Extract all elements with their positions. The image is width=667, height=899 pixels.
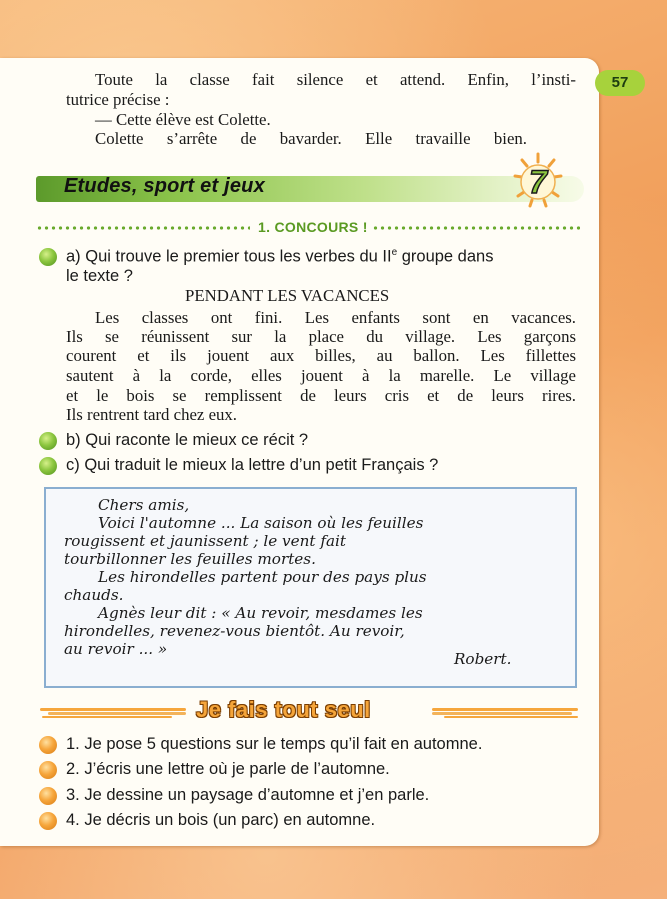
top-text-line-1: Toute la classe fait silence et attend. Enfin, l’insti- (95, 70, 576, 89)
concours-heading: 1. CONCOURS ! (258, 219, 368, 235)
dotted-rule-left (36, 226, 250, 230)
item-3-bullet-icon (39, 787, 57, 805)
lesson-number-badge (512, 152, 564, 210)
letter-line: hirondelles, revenez-vous bientôt. Au revoir, (64, 622, 405, 640)
je-fais-item: 1. Je pose 5 questions sur le temps qu’il fait en automne. (66, 735, 483, 753)
brush-stroke-left (40, 706, 186, 718)
brush-stroke-icon (40, 707, 186, 719)
letter-line: Chers amis, (98, 496, 190, 514)
task-a-bullet-icon (39, 248, 57, 266)
brush-stroke-right (432, 706, 578, 718)
task-c-bullet-icon (39, 457, 57, 475)
letter-line: Les hirondelles partent pour des pays plus (98, 568, 427, 586)
task-b-bullet-icon (39, 432, 57, 450)
task-a-text-after: groupe dans (397, 247, 494, 266)
je-fais-item: 3. Je dessine un paysage d’automne et j’en parle. (66, 786, 430, 804)
brush-stroke-icon (432, 707, 578, 719)
letter-signature: Robert. (454, 650, 512, 668)
top-text-line-3: — Cette élève est Colette. (95, 110, 271, 129)
dotted-rule-right (372, 226, 580, 230)
letter-line: Voici l'automne ... La saison où les feuilles (98, 514, 424, 532)
item-4-bullet-icon (39, 812, 57, 830)
item-1-bullet-icon (39, 736, 57, 754)
letter-line: chauds. (64, 586, 124, 604)
task-a-text: Qui trouve le premier tous les verbes du II (85, 247, 392, 266)
task-b: b) Qui raconte le mieux ce récit ? (66, 431, 309, 449)
story-line: courent et ils jouent aux billes, au ballon. Les fillettes (66, 346, 576, 365)
story-title: PENDANT LES VACANCES (185, 286, 390, 305)
story-line: Ils se réunissent sur la place du village. Les garçons (66, 327, 576, 346)
je-fais-item: 4. Je décris un bois (un parc) en automne. (66, 811, 376, 829)
task-a-line-2: le texte ? (66, 267, 133, 285)
letter-line: Agnès leur dit : « Au revoir, mesdames les (98, 604, 423, 622)
lesson-number: 7 (529, 164, 547, 200)
task-a-letter: a) (66, 247, 81, 266)
item-2-bullet-icon (39, 761, 57, 779)
page-number: 57 (595, 70, 645, 96)
story-line: Ils rentrent tard chez eux. (66, 405, 237, 424)
je-fais-title: Je fais tout seul (196, 697, 371, 722)
letter-line: rougissent et jaunissent ; le vent fait (64, 532, 346, 550)
letter-line: au revoir ... » (64, 640, 168, 658)
letter-line: tourbillonner les feuilles mortes. (64, 550, 316, 568)
story-line: sautent à la corde, elles jouent à la marelle. Le village (66, 366, 576, 385)
top-text-line-2: tutrice précise : (66, 90, 170, 109)
lesson-title: Etudes, sport et jeux (64, 175, 265, 197)
story-line: et le bois se remplissent de leurs cris et de leurs rires. (66, 386, 576, 405)
top-text-line-4: Colette s’arrête de bavarder. Elle travaille bien. (95, 129, 527, 148)
task-c: c) Qui traduit le mieux la lettre d’un petit Français ? (66, 456, 439, 474)
task-a-line-1 (66, 247, 493, 267)
task-a-sup: e (391, 247, 398, 258)
story-line: Les classes ont fini. Les enfants sont en vacances. (95, 308, 576, 327)
je-fais-item: 2. J’écris une lettre où je parle de l’automne. (66, 760, 390, 778)
